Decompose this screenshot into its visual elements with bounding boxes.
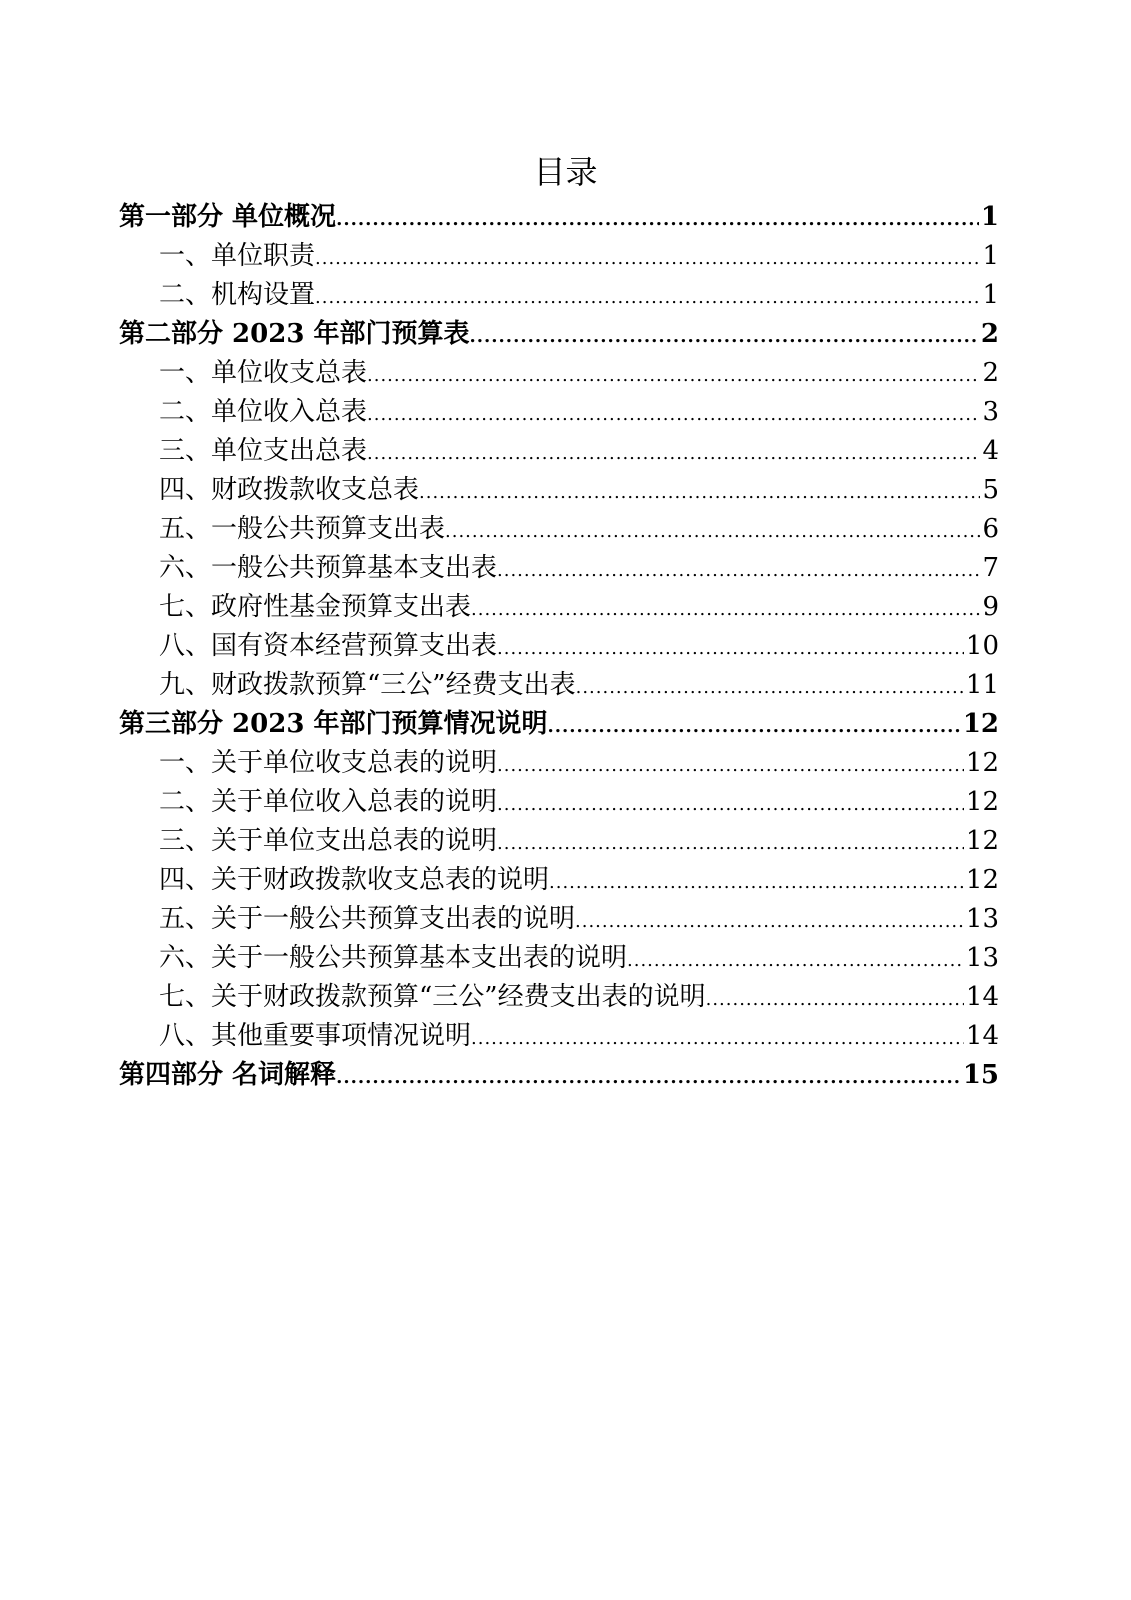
toc-entry-label: 二、单位收入总表 [159,397,368,427]
toc-page-number: 7 [982,553,999,583]
toc-dot-leader [367,354,980,395]
toc-section-entry[interactable] [119,393,999,432]
toc-entry-label: 五、一般公共预算支出表 [159,514,446,544]
toc-section-entry[interactable] [119,354,999,393]
toc-part-entry[interactable] [119,315,999,354]
toc-entry-label: 三、单位支出总表 [159,436,368,466]
toc-page-number: 5 [982,475,999,505]
toc-dot-leader [367,432,980,473]
toc-entry-label: 七、关于财政拨款预算“三公”经费支出表的说明 [159,982,706,1012]
toc-section-entry[interactable] [119,237,999,276]
toc-dot-leader [497,822,964,863]
toc-section-entry[interactable] [119,510,999,549]
toc-entry-label: 六、关于一般公共预算基本支出表的说明 [159,943,628,973]
toc-dot-leader [471,1017,964,1058]
page-title: 目录 [533,153,598,191]
toc-page-number: 13 [965,904,999,934]
toc-entry-label: 八、其他重要事项情况说明 [159,1021,472,1051]
toc-page-number: 3 [982,397,999,427]
toc-section-entry[interactable] [119,861,999,900]
toc-dot-leader [549,861,964,902]
toc-section-entry[interactable] [119,744,999,783]
toc-entry-label: 七、政府性基金预算支出表 [159,592,472,622]
toc-section-entry[interactable] [119,783,999,822]
toc-entry-label: 八、国有资本经营预算支出表 [159,631,498,661]
toc-dot-leader [336,1056,961,1097]
toc-entry-label: 一、关于单位收支总表的说明 [159,748,498,778]
toc-page-number: 15 [962,1060,999,1090]
toc-section-entry[interactable] [119,627,999,666]
toc-dot-leader [497,627,964,668]
toc-section-entry[interactable] [119,588,999,627]
toc-dot-leader [497,744,964,785]
toc-dot-leader [547,705,960,746]
toc-part-entry[interactable] [119,1056,999,1095]
toc-entry-label: 一、单位职责 [159,241,316,271]
toc-entry-label: 五、关于一般公共预算支出表的说明 [159,904,576,934]
toc-part-entry[interactable] [119,198,999,237]
toc-dot-leader [469,315,978,356]
toc-page-number: 12 [965,748,999,778]
toc-section-entry[interactable] [119,549,999,588]
toc-dot-leader [315,237,980,278]
toc-page-number: 11 [965,670,999,700]
toc-page-number: 13 [965,943,999,973]
toc-page-number: 9 [982,592,999,622]
toc-entry-label: 四、财政拨款收支总表 [159,475,420,505]
toc-entry-label: 第四部分 名词解释 [119,1060,337,1090]
toc-entry-label: 第三部分 2023 年部门预算情况说明 [119,709,548,739]
toc-page-number: 2 [982,358,999,388]
toc-part-entry[interactable] [119,705,999,744]
toc-page-number: 1 [980,202,999,232]
toc-entry-label: 二、机构设置 [159,280,316,310]
toc-entry-label: 九、财政拨款预算“三公”经费支出表 [159,670,576,700]
toc-page-number: 10 [965,631,999,661]
toc-section-entry[interactable] [119,432,999,471]
toc-dot-leader [336,198,979,239]
toc-section-entry[interactable] [119,978,999,1017]
toc-dot-leader [471,588,980,629]
toc-entry-label: 三、关于单位支出总表的说明 [159,826,498,856]
toc-entry-label: 一、单位收支总表 [159,358,368,388]
toc-page-number: 1 [982,241,999,271]
toc-dot-leader [419,471,980,512]
toc-dot-leader [445,510,980,551]
toc-page-number: 14 [965,1021,999,1051]
toc-page-number: 2 [980,319,999,349]
toc-dot-leader [497,549,980,590]
toc-entry-label: 第二部分 2023 年部门预算表 [119,319,470,349]
toc-entry-label: 第一部分 单位概况 [119,202,337,232]
toc-entry-label: 四、关于财政拨款收支总表的说明 [159,865,550,895]
toc-dot-leader [367,393,980,434]
toc-section-entry[interactable] [119,822,999,861]
toc-dot-leader [575,900,964,941]
toc-page-number: 6 [982,514,999,544]
toc-page-number: 14 [965,982,999,1012]
toc-section-entry[interactable] [119,276,999,315]
toc-dot-leader [576,666,964,707]
toc-page-number: 1 [982,280,999,310]
toc-entry-label: 六、一般公共预算基本支出表 [159,553,498,583]
toc-entry-label: 二、关于单位收入总表的说明 [159,787,498,817]
toc-section-entry[interactable] [119,666,999,705]
toc-dot-leader [706,978,964,1019]
toc-section-entry[interactable] [119,471,999,510]
toc-page-number: 12 [965,787,999,817]
toc-section-entry[interactable] [119,939,999,978]
toc-page-number: 12 [962,709,999,739]
toc-page-number: 12 [965,865,999,895]
toc-section-entry[interactable] [119,900,999,939]
toc-page-number: 12 [965,826,999,856]
table-of-contents [119,198,999,1095]
toc-dot-leader [315,276,980,317]
toc-page-number: 4 [982,436,999,466]
toc-dot-leader [627,939,964,980]
toc-section-entry[interactable] [119,1017,999,1056]
toc-dot-leader [497,783,964,824]
